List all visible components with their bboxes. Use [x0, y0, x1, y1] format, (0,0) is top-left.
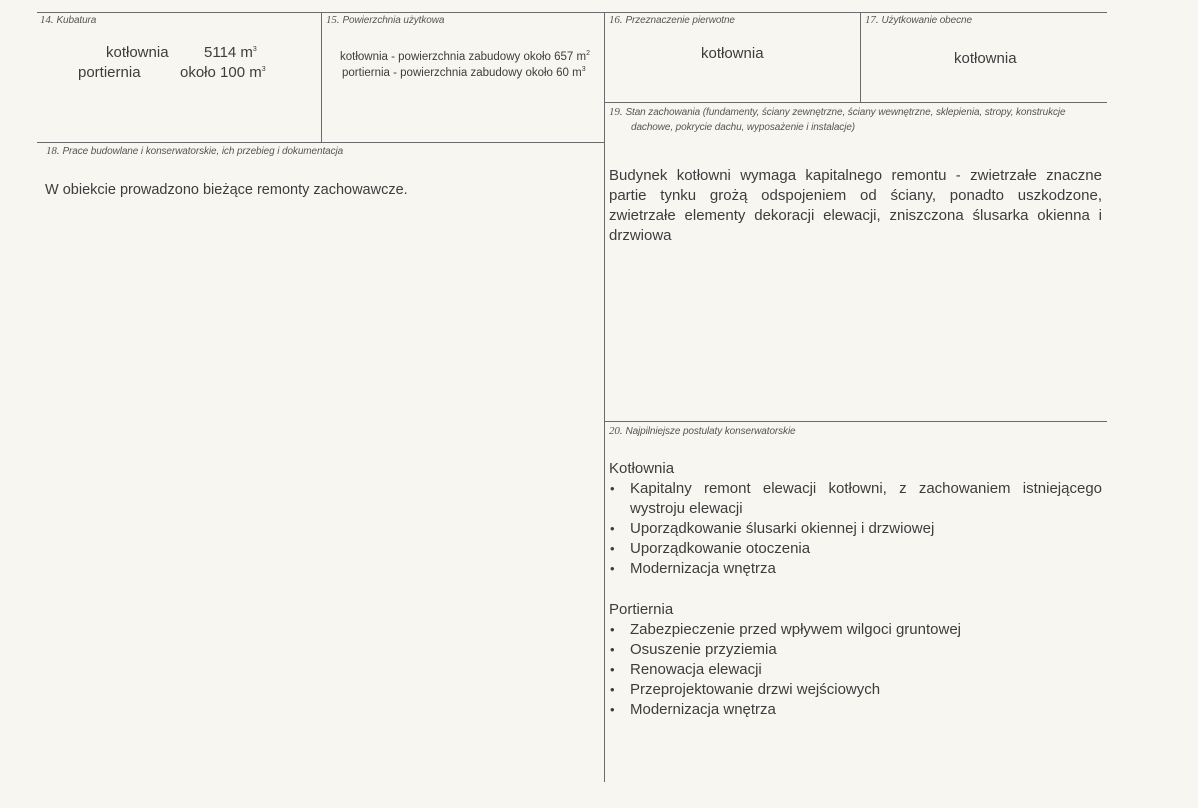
list-item: • Uporządkowanie ślusarki okiennej i drzwiowej — [609, 519, 1102, 539]
list-item: • Przeprojektowanie drzwi wejściowych — [609, 680, 1102, 700]
field-16-label: 16. Przeznaczenie pierwotne — [609, 14, 735, 26]
list-item: • Zabezpieczenie przed wpływem wilgoci gruntowej — [609, 620, 1102, 640]
uzytkowanie-value: kotłownia — [954, 50, 1017, 67]
powierzchnia-line-portiernia: portiernia - powierzchnia zabudowy około 60 $m^3$ — [342, 66, 586, 79]
field-15-label: 15. Powierzchnia użytkowa — [326, 14, 445, 26]
field-20-label: 20. Najpilniejsze postulaty konserwatorskie — [609, 425, 796, 437]
kubatura-row-portiernia-value: około 100 $m^3$ — [180, 64, 266, 81]
list-item: • Modernizacja wnętrza — [609, 559, 1102, 579]
list-item: • Renowacja elewacji — [609, 660, 1102, 680]
stan-value: Budynek kotłowni wymaga kapitalnego remontu - zwietrzałe znaczne partie tynku grożą odspojeniem od ściany, ponadto uszkodzone, zwietrzałe elementy dekoracji elewacji, zniszczona ślusarka okienna i drzwiowa — [609, 167, 1102, 244]
border-above-20 — [604, 421, 1107, 422]
list-item: • Osuszenie przyziemia — [609, 640, 1102, 660]
field-14-label: 14. Kubatura — [40, 14, 97, 26]
kubatura-row-kotlownia-name: kotłownia — [106, 44, 169, 61]
field-17-label: 17. Użytkowanie obecne — [865, 14, 972, 26]
divider-16-17 — [860, 12, 861, 102]
postulaty-list-portiernia — [609, 620, 1102, 720]
divider-14-15 — [321, 12, 322, 142]
postulaty-group-heading-kotlownia: Kotłownia — [609, 460, 675, 477]
top-border — [37, 12, 1107, 13]
postulaty-list-kotlownia — [609, 479, 1102, 579]
border-above-19 — [604, 102, 1107, 103]
field-19-label-line1: 19. Stan zachowania (fundamenty, ściany zewnętrzne, ściany wewnętrzne, sklepienia, stropy, konstrukcje — [609, 106, 1066, 118]
field-18-label: 18. Prace budowlane i konserwatorskie, ich przebieg i dokumentacja — [46, 145, 344, 157]
list-item: • Uporządkowanie otoczenia — [609, 539, 1102, 559]
kubatura-row-portiernia-name: portiernia — [78, 64, 141, 81]
przeznaczenie-value: kotłownia — [701, 45, 764, 62]
kubatura-row-kotlownia-value: 5114 $m^3$ — [204, 44, 257, 61]
powierzchnia-line-kotlownia: kotłownia - powierzchnia zabudowy około 657 $m^2$ — [340, 50, 591, 63]
divider-15-16 — [604, 12, 605, 782]
list-item: • Kapitalny remont elewacji kotłowni, z zachowaniem istniejącego wystroju elewacji — [609, 479, 1102, 519]
border-above-18 — [37, 142, 604, 143]
postulaty-group-heading-portiernia: Portiernia — [609, 601, 674, 618]
prace-value: W obiekcie prowadzono bieżące remonty zachowawcze. — [45, 182, 408, 198]
list-item: • Modernizacja wnętrza — [609, 700, 1102, 720]
field-19-label-line2: dachowe, pokrycie dachu, wyposażenie i instalacje) — [631, 122, 856, 133]
